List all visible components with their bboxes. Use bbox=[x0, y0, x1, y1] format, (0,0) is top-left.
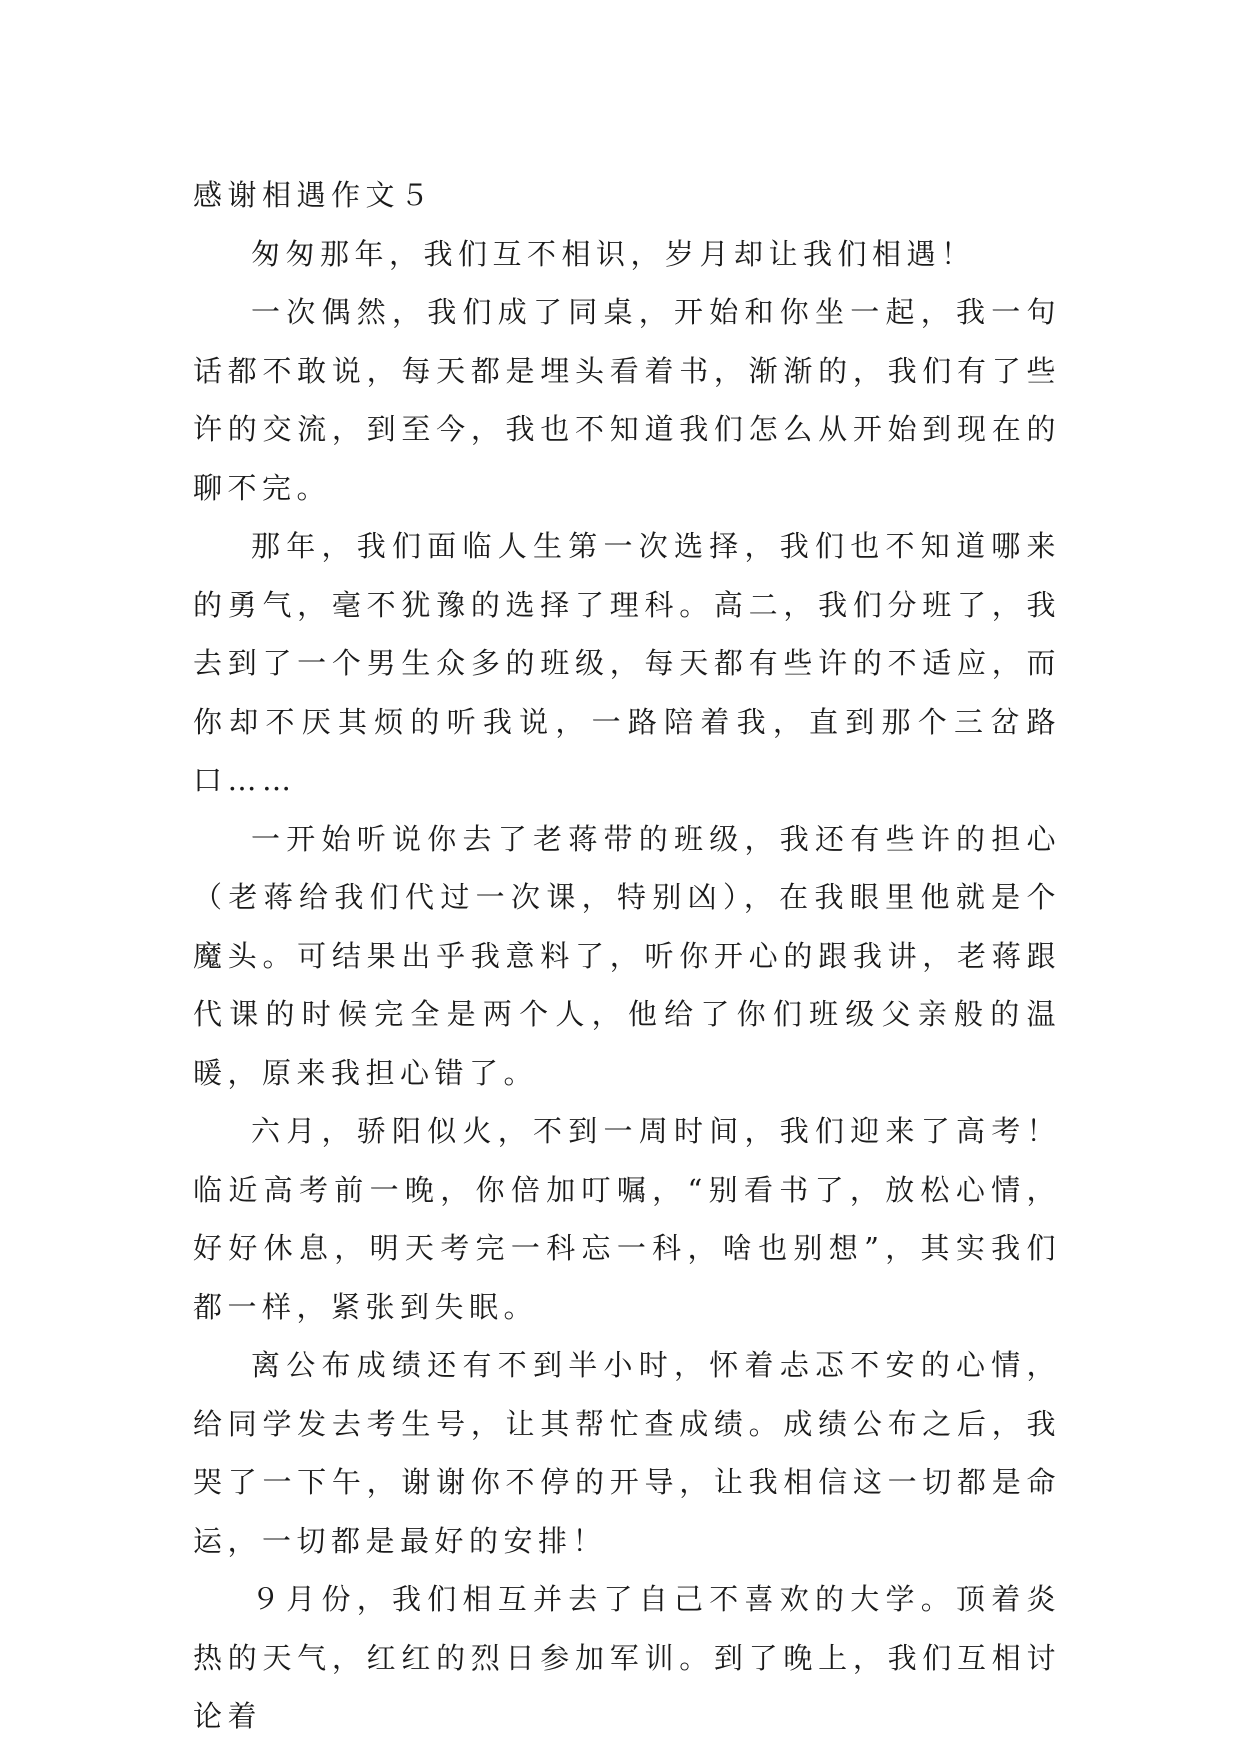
paragraph-5: 六月，骄阳似火，不到一周时间，我们迎来了高考！临近高考前一晚，你倍加叮嘱，“别看书了，放松心情，好好休息，明天考完一科忘一科，啥也别想”，其实我们都一样，紧张到失眠。 bbox=[193, 1114, 1061, 1324]
paragraph-2: 一次偶然，我们成了同桌，开始和你坐一起，我一句话都不敢说，每天都是埋头看着书，渐渐的，我们有了些许的交流，到至今，我也不知道我们怎么从开始到现在的聊不完。 bbox=[193, 295, 1061, 505]
paragraph-1: 匆匆那年，我们互不相识，岁月却让我们相遇！ bbox=[251, 236, 976, 271]
document-title: 感谢相遇作文５ bbox=[193, 178, 435, 212]
paragraph-7: ９月份，我们相互并去了自己不喜欢的大学。顶着炎热的天气，红红的烈日参加军训。到了晚上，我们互相讨论着 bbox=[193, 1582, 1061, 1733]
paragraph-4: 一开始听说你去了老蒋带的班级，我还有些许的担心（老蒋给我们代过一次课，特别凶），在我眼里他就是个魔头。可结果出乎我意料了，听你开心的跟我讲，老蒋跟代课的时候完全是两个人，他给了你们班级父亲般的温暖，原来我担心错了。 bbox=[193, 821, 1061, 1090]
paragraph-3: 那年，我们面临人生第一次选择，我们也不知道哪来的勇气，毫不犹豫的选择了理科。高二，我们分班了，我去到了一个男生众多的班级，每天都有些许的不适应，而你却不厌其烦的听我说，一路陪着我，直到那个三岔路口…… bbox=[193, 529, 1061, 797]
document-body bbox=[193, 166, 1061, 1746]
paragraph-6: 离公布成绩还有不到半小时，怀着忐忑不安的心情，给同学发去考生号，让其帮忙查成绩。成绩公布之后，我哭了一下午，谢谢你不停的开导，让我相信这一切都是命运，一切都是最好的安排！ bbox=[193, 1348, 1061, 1558]
